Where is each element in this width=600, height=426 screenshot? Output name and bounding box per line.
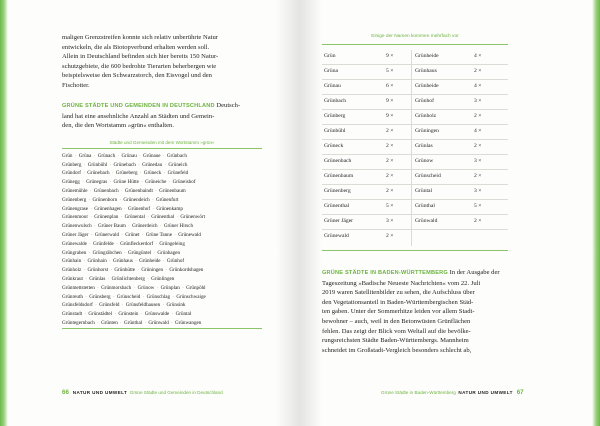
town-name: Grünkordshagen: [169, 267, 204, 274]
place-name: Grünenbaum: [324, 173, 354, 179]
town-name: Grünmorsbach: [101, 284, 132, 291]
town-name: Grünenmoor: [62, 214, 89, 221]
footer-subtitle: Grüne Städte in Baden-Württemberg: [381, 390, 456, 395]
town-name: Grünenhagen: [94, 205, 122, 212]
separator-dot: ·: [83, 293, 89, 300]
separator-dot: ·: [95, 284, 101, 291]
separator-dot: ·: [143, 319, 148, 326]
intro-paragraph: [62, 33, 268, 91]
occurrence-count: 2 ×: [474, 143, 482, 149]
town-name: Grünach: [97, 152, 116, 159]
text-line: ten gaben. Unter der Sommerhitze leiden vor allem Stadt-: [322, 308, 475, 316]
town-name: Grünhaus: [113, 258, 133, 265]
town-name: Grünenthal: [151, 214, 175, 221]
occurrence-count: 2 ×: [386, 173, 394, 179]
town-list: [62, 152, 262, 328]
town-name: Grünschwaige: [176, 293, 206, 300]
place-name: Grünberg: [324, 113, 346, 119]
town-line: [62, 301, 262, 310]
separator-dot: ·: [170, 311, 175, 318]
footer-section: NATUR UND UMWELT: [458, 390, 513, 395]
separator-dot: ·: [73, 152, 78, 159]
place-name: Grünscheid: [415, 173, 441, 179]
left-footer: [62, 389, 223, 396]
town-name: Grüngeleing: [159, 240, 185, 247]
occurrence-count: 5 ×: [386, 68, 394, 74]
place-name: Grünheide: [415, 53, 439, 59]
left-page-green-edge: [0, 0, 8, 426]
separator-dot: ·: [87, 196, 92, 203]
text-line: rungsreichsten Städte Baden-Württembergs. Mannheim: [322, 337, 469, 345]
town-name: Grünwald: [148, 319, 169, 326]
separator-dot: ·: [82, 258, 87, 265]
town-line: [62, 161, 262, 170]
table-row: [322, 110, 508, 125]
place-name: Grünenthal: [324, 203, 350, 209]
text-line: In der Ausgabe der: [447, 269, 500, 276]
separator-dot: ·: [161, 258, 166, 265]
table-row: [322, 200, 508, 215]
separator-dot: ·: [80, 179, 86, 186]
town-name: Grünten: [101, 319, 118, 326]
town-line: [62, 240, 262, 249]
town-name: Grüngüntel: [127, 249, 152, 256]
separator-dot: ·: [89, 231, 94, 238]
separator-dot: ·: [172, 231, 178, 238]
town-name: Grünenfurt: [155, 196, 179, 203]
separator-dot: ·: [107, 258, 112, 265]
table-row: [322, 80, 508, 95]
town-name: Grünsfeld: [99, 302, 120, 309]
town-name: Grünerwald: [94, 231, 120, 238]
occurrence-count: 5 ×: [386, 203, 394, 209]
town-name: Grünkraut: [62, 275, 83, 282]
separator-dot: ·: [92, 223, 97, 230]
separator-dot: ·: [153, 187, 159, 194]
town-name: Grünental: [124, 214, 145, 221]
separator-dot: ·: [164, 267, 169, 274]
separator-dot: ·: [118, 196, 123, 203]
town-name: Grünhorst: [87, 267, 109, 274]
text-line: Tageszeitung »Badische Neueste Nachrichten« vom 22. Juli: [322, 279, 481, 287]
town-name: Grünegras: [86, 179, 108, 186]
occurrence-count: 2 ×: [386, 158, 394, 164]
place-name: Grünholz: [415, 113, 437, 119]
table-row: [322, 95, 508, 110]
town-name: Grünlas: [89, 275, 106, 282]
town-name: Gründorf: [62, 170, 81, 177]
town-line: [62, 231, 262, 240]
town-name: Grünenbaindt: [124, 187, 153, 194]
right-footer: [381, 389, 524, 396]
place-name: Grünhof: [415, 98, 434, 104]
occurrence-count: 2 ×: [386, 128, 394, 134]
section-paragraph-bw: [322, 268, 512, 355]
occurrence-count: 2 ×: [474, 218, 482, 224]
box-rule: [62, 328, 262, 329]
separator-dot: ·: [92, 152, 97, 159]
town-name: Grünwangen: [175, 319, 202, 326]
town-name: Grünsink: [166, 302, 186, 309]
town-name: Grüngraben: [62, 249, 87, 256]
occurrence-count: 3 ×: [474, 158, 482, 164]
town-name: Grün: [62, 152, 73, 159]
town-name: Grünefeld: [167, 170, 189, 177]
separator-dot: ·: [141, 293, 146, 300]
separator-dot: ·: [111, 293, 116, 300]
separator-dot: ·: [116, 152, 121, 159]
text-line: maligen Grenzstreifen konnte sich relativ unberührte Natur: [62, 34, 218, 41]
town-name: Grünenberg: [62, 196, 87, 203]
separator-dot: ·: [180, 284, 186, 291]
separator-dot: ·: [138, 170, 143, 177]
place-name: Grüneck: [324, 143, 344, 149]
separator-dot: ·: [161, 302, 166, 309]
town-name: Grünhütte: [114, 267, 136, 274]
town-name: Grüntal: [175, 311, 192, 318]
separator-dot: ·: [89, 214, 94, 221]
town-line: [62, 222, 262, 231]
separator-dot: ·: [169, 319, 174, 326]
town-name: Grünplan: [160, 284, 180, 291]
town-line: [62, 319, 262, 328]
separator-dot: ·: [126, 223, 132, 230]
place-name: Grünenberg: [324, 188, 351, 194]
town-name: Grüneck: [143, 170, 162, 177]
town-name: Grünenwört: [180, 214, 205, 221]
separator-dot: ·: [140, 231, 145, 238]
town-line: [62, 169, 262, 178]
town-name: Grünschlag: [146, 293, 171, 300]
town-name: Grünebach: [113, 161, 136, 168]
town-name: Grünstein: [118, 311, 139, 318]
town-name: Grünheide: [139, 258, 161, 265]
separator-dot: ·: [82, 161, 87, 168]
table-row: [322, 185, 508, 200]
town-name: Grünstädtel: [88, 311, 113, 318]
left-gutter-shadow: [276, 0, 300, 426]
separator-dot: ·: [110, 170, 115, 177]
separator-dot: ·: [162, 170, 167, 177]
town-name: Grünedau: [142, 161, 163, 168]
occurrence-count: 9 ×: [386, 98, 394, 104]
town-name: Grünerdeich: [132, 223, 158, 230]
separator-dot: ·: [151, 205, 156, 212]
town-name: Grünendeich: [123, 196, 150, 203]
town-name: Grünengrase: [62, 205, 89, 212]
separator-dot: ·: [145, 275, 151, 282]
town-name: Grüngräbchen: [92, 249, 122, 256]
separator-dot: ·: [108, 179, 113, 186]
town-name: Grüner Hirsch: [163, 223, 194, 230]
occurrence-count: 2 ×: [386, 143, 394, 149]
text-line: Fischotter.: [62, 81, 90, 89]
town-name: Grünhain: [87, 258, 107, 265]
place-name: Grünlas: [415, 143, 433, 149]
separator-dot: ·: [114, 240, 120, 247]
table-row: [322, 230, 508, 244]
separator-dot: ·: [81, 170, 87, 177]
text-line: Deutsch-: [214, 102, 241, 109]
town-name: Grünenbach: [93, 187, 119, 194]
town-name: Grüningen: [141, 267, 164, 274]
town-name: Grünenborn: [92, 196, 118, 203]
text-line: schutzgebiete, die 600 bedrohte Tierarten beherbergen wie: [62, 62, 217, 70]
separator-dot: ·: [108, 161, 113, 168]
town-name: Grünenkamp: [156, 205, 183, 212]
place-name: Grünenbach: [324, 158, 352, 164]
text-line: land hat eine ansehnliche Anzahl an Städten und Gemein-: [62, 112, 215, 120]
town-name: Grünholz: [62, 267, 82, 274]
separator-dot: ·: [145, 214, 151, 221]
town-name: Grünaue: [143, 152, 161, 159]
town-name: Grünewalde: [62, 240, 87, 247]
town-name: Grünlichtenberg: [111, 275, 145, 282]
town-name: Grünet: [125, 231, 140, 238]
occurrence-count: 3 ×: [386, 218, 394, 224]
separator-dot: ·: [83, 275, 89, 282]
table-title: Einige der Namen kommen mehrfach vor: [371, 34, 459, 39]
place-name: Grünheide: [415, 83, 439, 89]
town-line: [62, 187, 262, 196]
occurrence-count: 3 ×: [474, 98, 482, 104]
separator-dot: ·: [155, 284, 160, 291]
occurrence-count: 2 ×: [386, 233, 394, 239]
occurrence-count: 9 ×: [386, 113, 394, 119]
occurrence-count: 4 ×: [474, 83, 482, 89]
town-line: [62, 152, 262, 161]
town-name: Grünenbaum: [159, 187, 186, 194]
text-line: entwickeln, die als Biotopverbund erhalten werden soll.: [62, 43, 210, 51]
table-row: [322, 65, 508, 80]
town-name: Grünenhof: [127, 205, 151, 212]
town-line: [62, 310, 262, 319]
town-name: Grünstadt: [62, 311, 83, 318]
name-count-table: [322, 50, 508, 244]
place-name: Grüner Jäger: [324, 218, 354, 224]
town-name: Grünau: [121, 152, 137, 159]
town-name: Grüner Jäger: [62, 231, 89, 238]
separator-dot: ·: [122, 249, 127, 256]
occurrence-count: 2 ×: [474, 173, 482, 179]
town-name: Grünsfeldhausen: [125, 302, 161, 309]
text-line: Allein in Deutschland befinden sich hier bereits 150 Natur-: [62, 53, 219, 61]
place-name: Grünbach: [324, 98, 347, 104]
town-name: Grünscheid: [116, 293, 141, 300]
town-name: Grüneishof: [172, 179, 196, 186]
place-name: Grünthal: [415, 203, 435, 209]
place-name: Grünewald: [324, 233, 349, 239]
table-row: [322, 215, 508, 230]
town-name: Grünenplan: [94, 214, 119, 221]
occurrence-count: 9 ×: [386, 53, 394, 59]
occurrence-count: 2 ×: [474, 113, 482, 119]
separator-dot: ·: [120, 302, 125, 309]
separator-dot: ·: [136, 267, 141, 274]
separator-dot: ·: [152, 249, 157, 256]
separator-dot: ·: [87, 240, 93, 247]
town-name: Grünfleckerdorf: [120, 240, 154, 247]
separator-dot: ·: [133, 258, 139, 265]
place-name: Grüna: [324, 68, 338, 74]
town-name: Grünpöhl: [186, 284, 206, 291]
text-line: schneidet im Großstadt-Vergleich besonders schlecht ab,: [322, 346, 472, 354]
town-name: Grüntegernbach: [62, 319, 95, 326]
town-name: Grünbach: [166, 152, 187, 159]
section-paragraph-germany: [62, 101, 268, 131]
page-number: 67: [516, 389, 524, 396]
separator-dot: ·: [175, 214, 180, 221]
town-name: Grüneiche: [145, 179, 167, 186]
town-line: [62, 266, 262, 275]
text-line: bewohner – auch, weil in den Betonwüsten Grünflächen: [322, 317, 471, 325]
separator-dot: ·: [120, 231, 125, 238]
separator-dot: ·: [161, 152, 166, 159]
separator-dot: ·: [136, 161, 142, 168]
place-name: Grüningen: [415, 128, 439, 134]
text-line: den, die den Wortstamm »grün« enthalten.: [62, 122, 174, 130]
town-line: [62, 249, 262, 258]
table-row: [322, 170, 508, 185]
town-name: Grünsfeldsdorf: [62, 302, 93, 309]
town-name: Grünmettstetten: [62, 284, 95, 291]
text-line: 2019 waren Satellitenbilder zu sehen, die Aufschluss über: [322, 289, 475, 297]
table-column-divider: [411, 50, 412, 246]
town-list-title: Städte und Gemeinden mit dem Wortstamm »grün«: [109, 140, 215, 145]
occurrence-count: 2 ×: [386, 188, 394, 194]
town-line: [62, 293, 262, 302]
separator-dot: ·: [150, 196, 155, 203]
town-name: Grünlingen: [151, 275, 175, 282]
town-line: [62, 257, 262, 266]
occurrence-count: 4 ×: [474, 53, 482, 59]
section-heading: GRÜNE STÄDTE IN BADEN-WÜRTTEMBERG: [322, 270, 448, 276]
separator-dot: ·: [139, 311, 144, 318]
town-name: Grüner Baum: [97, 223, 126, 230]
town-name: Grünemühle: [62, 187, 88, 194]
footer-subtitle: Grüne Städte und Gemeinden in Deutschland: [129, 390, 223, 395]
place-name: Grün: [324, 53, 336, 59]
separator-dot: ·: [154, 240, 159, 247]
place-name: Grüntal: [415, 188, 433, 194]
place-name: Grünwald: [415, 218, 438, 224]
town-line: [62, 205, 262, 214]
separator-dot: ·: [89, 205, 94, 212]
separator-dot: ·: [109, 267, 114, 274]
occurrence-count: 2 ×: [474, 68, 482, 74]
separator-dot: ·: [158, 223, 163, 230]
right-gutter-shadow: [300, 0, 322, 426]
town-name: Grünsberg: [89, 293, 111, 300]
separator-dot: ·: [122, 205, 127, 212]
town-name: Grüne Hütte: [113, 179, 139, 186]
separator-dot: ·: [106, 275, 111, 282]
occurrence-count: 3 ×: [474, 188, 482, 194]
town-name: Grünenwulsch: [62, 223, 92, 230]
town-name: Grüneich: [168, 161, 188, 168]
town-name: Grünbühl: [87, 161, 108, 168]
occurrence-count: 4 ×: [474, 128, 482, 134]
separator-dot: ·: [113, 311, 118, 318]
text-line: fehlen. Das zeigt der Blick vom Weltall auf die bevölke-: [322, 327, 471, 335]
town-name: Grünow: [137, 284, 155, 291]
town-name: Grünhagen: [157, 249, 181, 256]
table-rule-top: [322, 44, 508, 45]
separator-dot: ·: [87, 249, 92, 256]
town-line: [62, 178, 262, 187]
separator-dot: ·: [118, 319, 124, 326]
town-name: Grünthal: [124, 319, 143, 326]
town-line: [62, 213, 262, 222]
town-line: [62, 275, 262, 284]
town-name: Grünhof: [166, 258, 185, 265]
town-name: Grünfelde: [93, 240, 114, 247]
footer-section: NATUR UND UMWELT: [72, 390, 128, 395]
place-name: Grünbühl: [324, 128, 346, 134]
town-name: Grünegg: [62, 179, 80, 186]
separator-dot: ·: [88, 187, 93, 194]
separator-dot: ·: [83, 311, 88, 318]
separator-dot: ·: [139, 179, 145, 186]
town-name: Grünswalde: [144, 311, 170, 318]
town-list-box: [62, 140, 262, 329]
section-heading: GRÜNE STÄDTE UND GEMEINDEN IN DEUTSCHLAND: [62, 103, 215, 109]
place-name: Grünau: [324, 83, 341, 89]
occurrence-count: 5 ×: [474, 203, 482, 209]
table-row: [322, 155, 508, 170]
town-name: Grüne Tanne: [145, 231, 172, 238]
separator-dot: ·: [95, 319, 101, 326]
town-name: Grünhain: [62, 258, 82, 265]
table-row: [322, 140, 508, 155]
right-page-green-edge: [592, 0, 600, 426]
separator-dot: ·: [137, 152, 143, 159]
separator-dot: ·: [119, 187, 124, 194]
page-number: 66: [62, 389, 69, 396]
table-row: [322, 125, 508, 140]
town-name: Grünebach: [87, 170, 110, 177]
town-name: Grünreuth: [62, 293, 83, 300]
table-row: [322, 50, 508, 65]
separator-dot: ·: [171, 293, 176, 300]
town-name: Grüneberg: [115, 170, 138, 177]
text-line: beispielsweise den Schwarzstorch, den Eisvogel und den: [62, 72, 212, 80]
text-line: den Vegetationsanteil in Baden-Württembergischen Städ-: [322, 298, 474, 306]
town-line: [62, 196, 262, 205]
town-name: Grünberg: [62, 161, 82, 168]
town-name: Grüna: [78, 152, 92, 159]
separator-dot: ·: [93, 302, 99, 309]
occurrence-count: 6 ×: [386, 83, 394, 89]
box-rule: [62, 148, 262, 149]
town-line: [62, 284, 262, 293]
place-name: Grünhaus: [415, 68, 437, 74]
separator-dot: ·: [82, 267, 87, 274]
place-name: Grünow: [415, 158, 434, 164]
separator-dot: ·: [167, 179, 172, 186]
separator-dot: ·: [132, 284, 137, 291]
separator-dot: ·: [119, 214, 124, 221]
town-name: Grünewald: [178, 231, 201, 238]
separator-dot: ·: [163, 161, 168, 168]
table-rule-bottom: [322, 250, 508, 251]
